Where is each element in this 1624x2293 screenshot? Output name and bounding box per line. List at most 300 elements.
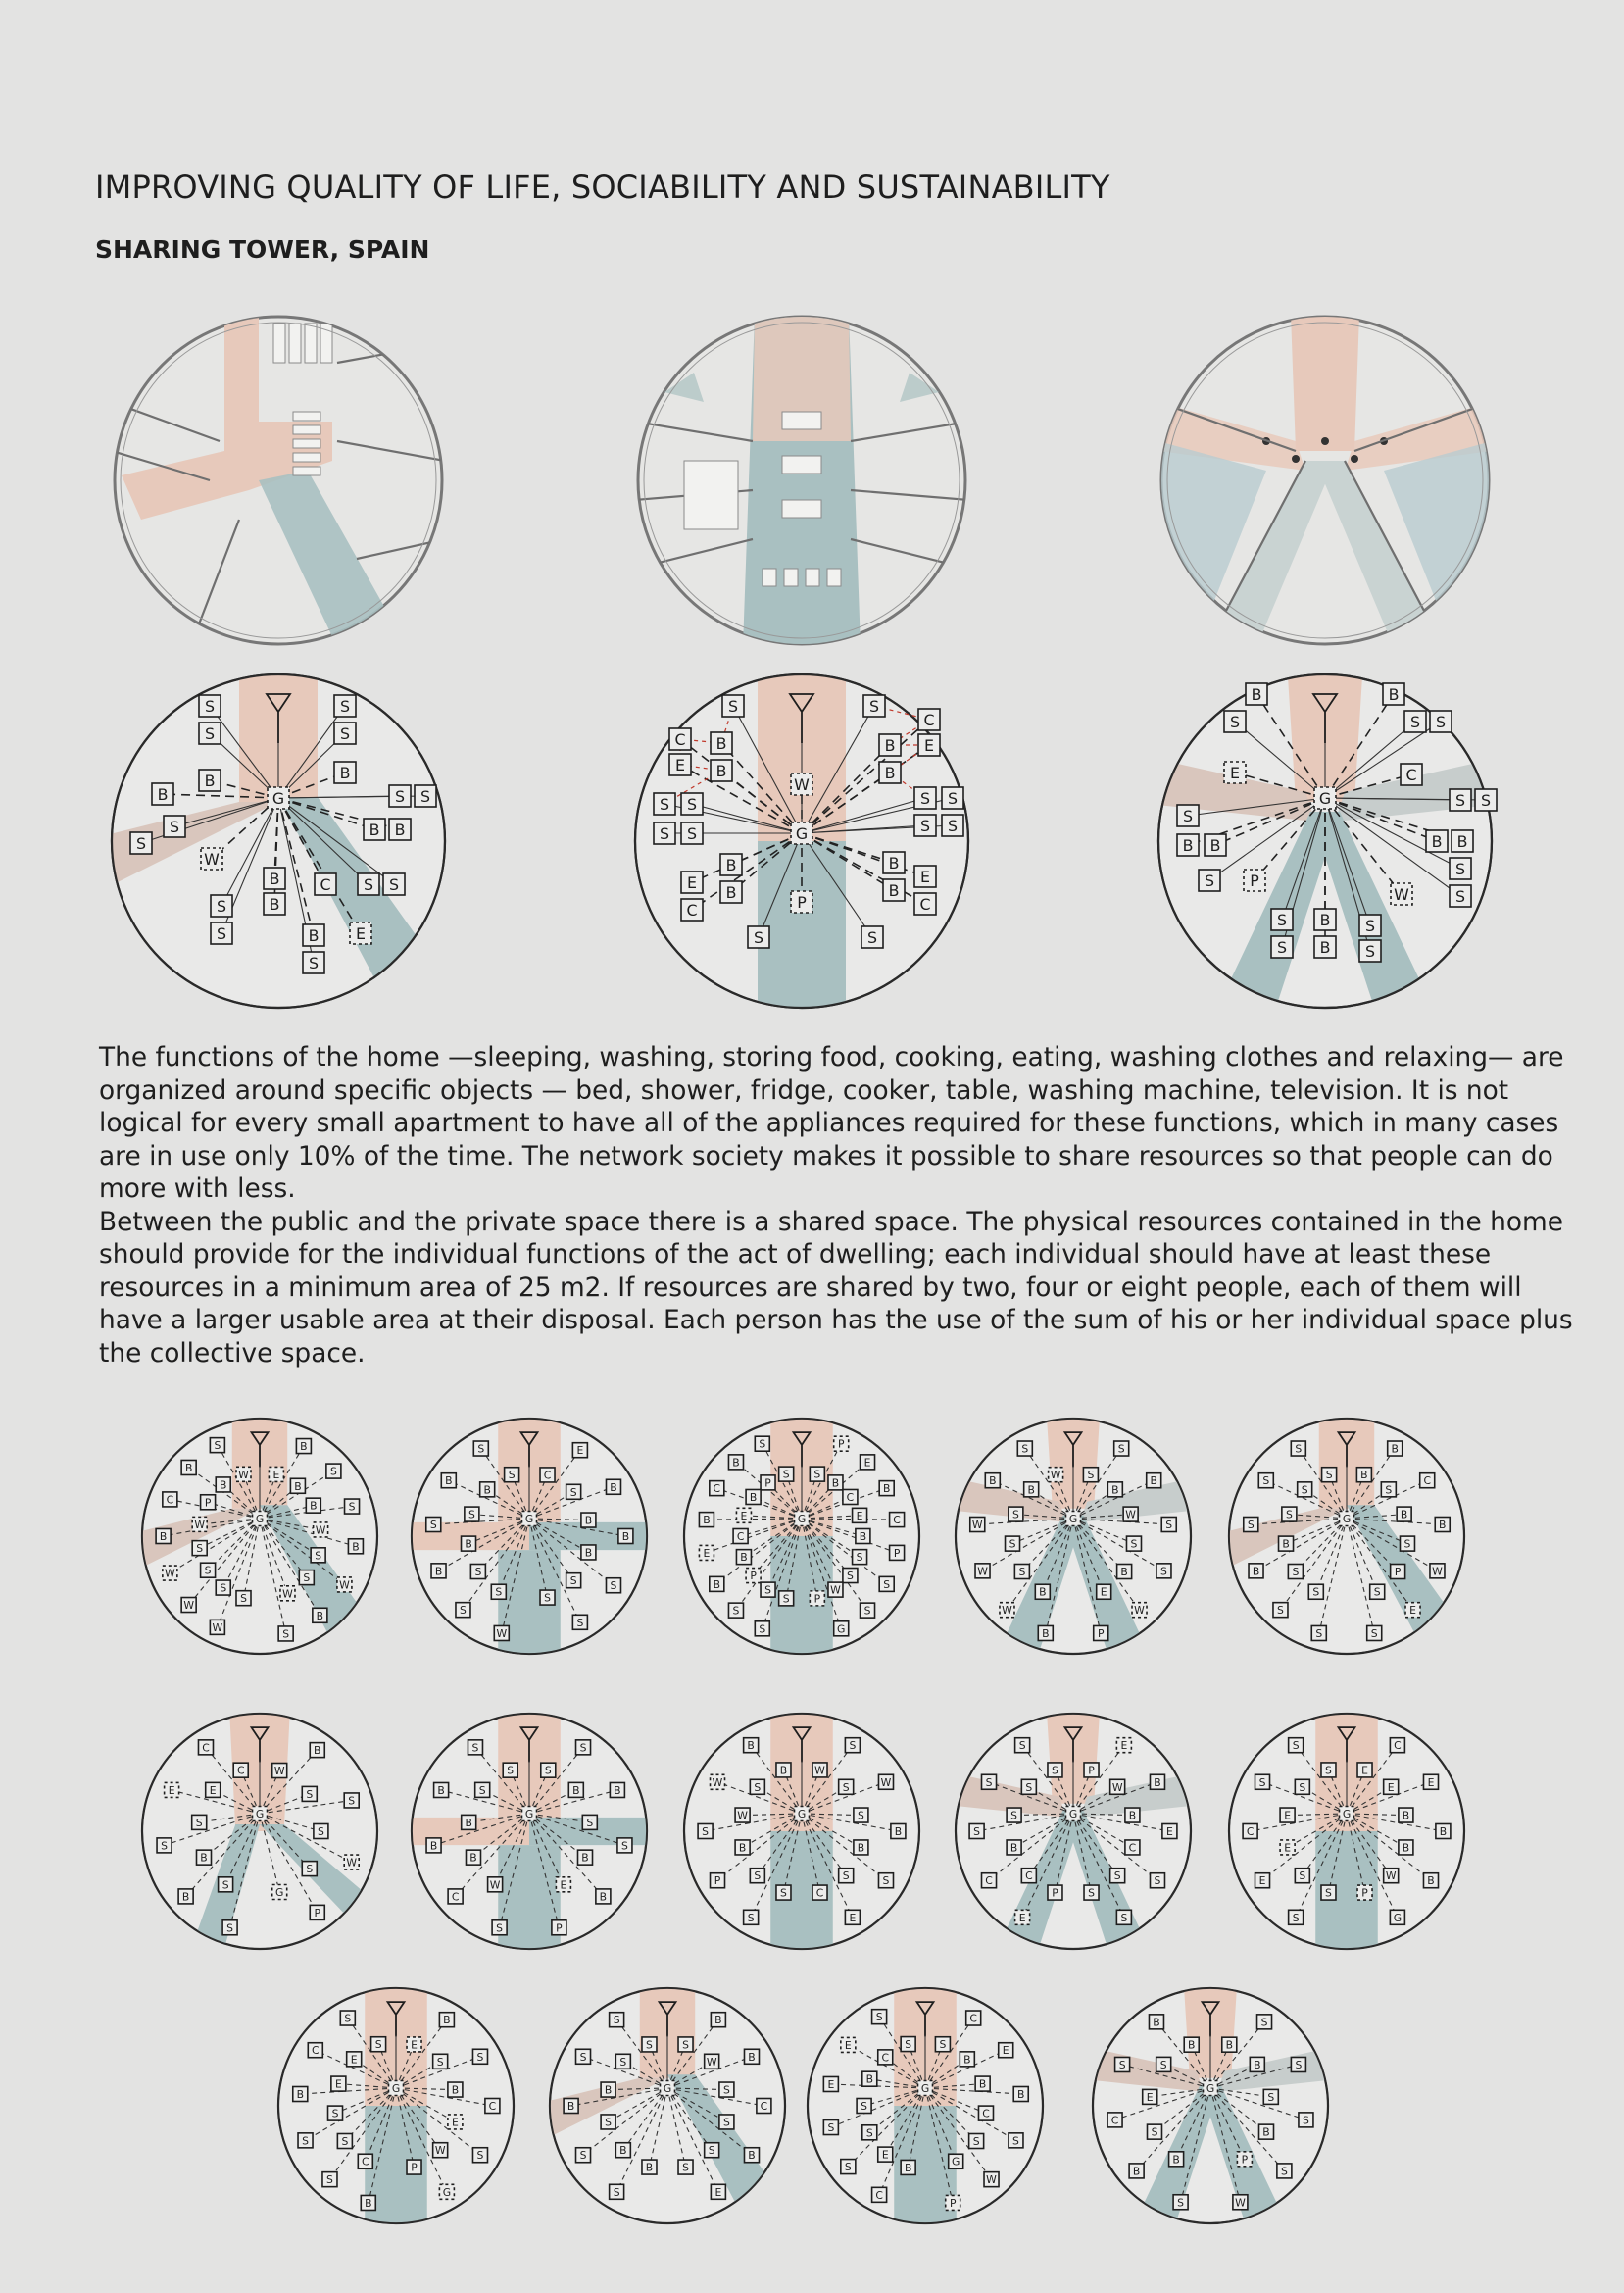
resource-node [681, 793, 703, 815]
resource-node [1035, 1584, 1050, 1599]
resource-node [1359, 940, 1381, 962]
resource-node [1066, 1807, 1081, 1821]
resource-node [1436, 1824, 1451, 1839]
svg-text:G: G [524, 1513, 534, 1525]
svg-text:E: E [881, 2148, 889, 2162]
resource-node [540, 1590, 555, 1605]
resource-node [310, 1743, 324, 1758]
resource-node [744, 1738, 759, 1753]
resource-node [984, 2172, 999, 2187]
resource-node [722, 695, 744, 717]
svg-text:B: B [882, 1482, 891, 1496]
resource-node [719, 2082, 734, 2097]
svg-text:W: W [346, 1856, 358, 1869]
resource-node [1340, 1807, 1354, 1821]
resource-node [431, 1564, 446, 1578]
resource-node [1132, 1603, 1147, 1618]
resource-node [949, 2154, 963, 2168]
svg-text:S: S [842, 1869, 850, 1883]
resource-node [389, 2081, 404, 2096]
svg-text:S: S [1229, 713, 1241, 731]
resource-node [1237, 2152, 1252, 2167]
resource-node [879, 734, 901, 756]
resource-node [364, 819, 385, 840]
resource-node [1322, 1468, 1337, 1482]
resource-node [475, 1782, 490, 1797]
svg-text:S: S [1280, 2165, 1288, 2178]
resource-node [201, 848, 222, 870]
resource-node [935, 2037, 950, 2052]
resource-node [466, 1850, 480, 1865]
svg-text:B: B [566, 2100, 575, 2113]
resource-node [348, 1539, 363, 1554]
resource-node [1450, 789, 1471, 811]
resource-node [711, 1873, 725, 1888]
resource-node [206, 1782, 221, 1797]
svg-text:C: C [674, 730, 686, 749]
svg-text:B: B [1388, 685, 1400, 704]
svg-text:W: W [183, 1599, 194, 1613]
resource-node [1013, 2087, 1028, 2102]
svg-text:B: B [1009, 1841, 1018, 1855]
resource-node [130, 832, 152, 854]
svg-text:S: S [827, 2121, 835, 2135]
resource-node [610, 2184, 624, 2199]
resource-node [1173, 2195, 1188, 2210]
resource-node [540, 1468, 555, 1482]
svg-text:B: B [715, 762, 727, 780]
svg-text:S: S [844, 2161, 852, 2174]
resource-node [415, 785, 436, 807]
resource-node [828, 1475, 843, 1490]
resource-node [1399, 1808, 1413, 1822]
svg-text:B: B [1402, 1809, 1410, 1822]
resource-node [1049, 1468, 1063, 1482]
svg-text:S: S [868, 697, 880, 716]
resource-node [810, 1467, 824, 1481]
resource-node [736, 1508, 751, 1522]
svg-text:E: E [411, 2038, 418, 2052]
resource-node [290, 1478, 305, 1493]
svg-text:S: S [1277, 1604, 1284, 1618]
resource-node [615, 2054, 630, 2069]
svg-text:S: S [754, 1780, 762, 1794]
resource-node [1280, 1840, 1295, 1855]
svg-text:B: B [300, 1440, 308, 1454]
resource-node [572, 1615, 587, 1629]
resource-node [371, 2037, 386, 2052]
svg-text:E: E [1120, 1739, 1128, 1753]
svg-text:P: P [837, 1437, 845, 1451]
svg-text:B: B [604, 2083, 613, 2097]
resource-node [863, 695, 885, 717]
resource-node [841, 2160, 856, 2174]
resource-node [178, 1889, 193, 1904]
resource-node [654, 822, 675, 844]
svg-text:W: W [489, 1878, 501, 1892]
resource-node [1205, 834, 1226, 856]
resource-node [761, 1475, 775, 1490]
svg-text:P: P [949, 2196, 957, 2210]
resource-node [823, 2120, 838, 2135]
svg-text:E: E [1427, 1775, 1435, 1789]
svg-text:S: S [753, 928, 764, 947]
resource-node [1110, 1869, 1125, 1883]
resource-node [572, 1443, 587, 1458]
resource-node [314, 1824, 328, 1839]
svg-text:S: S [204, 724, 216, 743]
resource-node [914, 866, 936, 887]
svg-text:S: S [1276, 938, 1288, 957]
svg-text:S: S [659, 795, 670, 814]
svg-text:S: S [544, 1764, 552, 1777]
resource-node [210, 1438, 224, 1453]
resource-node [581, 1545, 596, 1560]
svg-text:S: S [1247, 1519, 1255, 1532]
svg-text:S: S [861, 2100, 868, 2113]
resource-node [1321, 1763, 1336, 1777]
svg-text:S: S [348, 1500, 356, 1514]
svg-text:P: P [764, 1476, 771, 1490]
svg-text:S: S [1325, 1886, 1332, 1900]
svg-text:W: W [814, 1764, 825, 1777]
floor-plan [112, 314, 445, 647]
svg-text:B: B [1282, 1537, 1290, 1551]
svg-text:B: B [831, 1476, 840, 1490]
svg-text:C: C [1025, 1869, 1033, 1883]
resource-node [340, 2011, 355, 2025]
resource-node [1015, 1910, 1030, 1924]
resource-node [280, 1586, 295, 1601]
svg-text:S: S [875, 2011, 883, 2024]
body-paragraph-1: The functions of the home —sleeping, washing, storing food, cooking, eating, washing clothes and relaxing— are organized around specific objects — bed, shower, fridge, cooker, table, washing machine, television. It is not logical for every small apartment to have all of the appliances required for these functions, which in many cases are in use only 10% of the time. The network society makes it possible to share resources so that people can do more with less. [99, 1042, 1564, 1204]
resource-node [1169, 2152, 1184, 2167]
svg-text:B: B [296, 2088, 304, 2102]
svg-text:B: B [1319, 938, 1331, 957]
svg-text:C: C [713, 1482, 721, 1496]
floor-plan [1158, 314, 1492, 647]
resource-node [1450, 858, 1471, 879]
resource-node [744, 1910, 759, 1924]
svg-text:C: C [202, 1741, 210, 1755]
south-corridor [498, 1550, 561, 1674]
resource-node [845, 1738, 860, 1753]
svg-text:B: B [619, 2144, 627, 2158]
resource-node [1249, 1564, 1263, 1578]
resource-node [1475, 789, 1497, 811]
resource-node [711, 760, 732, 781]
svg-text:S: S [621, 1839, 628, 1853]
network-diagram-small [684, 1693, 919, 1969]
svg-text:C: C [236, 1764, 245, 1777]
svg-text:S: S [1301, 1483, 1308, 1497]
svg-text:S: S [306, 1863, 314, 1876]
resource-node [1340, 1512, 1354, 1526]
resource-node [198, 1740, 213, 1755]
svg-text:B: B [1254, 2058, 1261, 2071]
svg-text:S: S [306, 1787, 314, 1801]
svg-text:B: B [1132, 2165, 1141, 2178]
resource-node [470, 1565, 485, 1579]
resource-node [1277, 2164, 1292, 2178]
svg-text:S: S [1325, 1469, 1333, 1482]
resource-node [1129, 2164, 1144, 2178]
resource-node [439, 2013, 454, 2027]
svg-text:G: G [837, 1622, 846, 1636]
svg-text:B: B [1209, 836, 1221, 855]
resource-node [1390, 1738, 1404, 1753]
svg-text:C: C [923, 711, 935, 729]
svg-text:S: S [1480, 791, 1492, 810]
svg-text:S: S [1165, 1519, 1173, 1532]
resource-node [164, 816, 185, 837]
svg-text:B: B [159, 1530, 168, 1543]
svg-text:B: B [884, 764, 896, 782]
svg-text:E: E [856, 1509, 863, 1522]
resource-node [1250, 2057, 1264, 2071]
svg-text:B: B [888, 881, 900, 900]
resource-node [315, 873, 336, 895]
resource-node [1116, 1738, 1131, 1753]
svg-text:B: B [184, 1461, 193, 1474]
svg-text:G: G [391, 2082, 401, 2095]
svg-text:S: S [1299, 1869, 1306, 1883]
svg-text:P: P [204, 1496, 212, 1510]
resource-node [1243, 1824, 1257, 1839]
svg-text:P: P [750, 1570, 757, 1583]
resource-node [901, 2037, 915, 2052]
resource-node [163, 1492, 177, 1507]
resource-node [918, 734, 940, 756]
resource-node [216, 1477, 230, 1492]
svg-text:C: C [1405, 766, 1417, 784]
svg-text:W: W [238, 1468, 249, 1481]
resource-node [1367, 1625, 1382, 1640]
resource-node [791, 822, 812, 844]
svg-text:P: P [1250, 872, 1259, 890]
resource-node [1384, 1779, 1399, 1794]
resource-node [669, 754, 691, 775]
svg-text:S: S [722, 2083, 730, 2097]
svg-text:E: E [1361, 1764, 1368, 1777]
resource-node [834, 1621, 849, 1636]
network-diagram-small [391, 1693, 667, 1969]
svg-text:G: G [1068, 1513, 1078, 1525]
resource-node [872, 2187, 887, 2202]
svg-text:S: S [579, 2149, 587, 2163]
resource-node [491, 1584, 506, 1599]
resource-node [1110, 1779, 1125, 1794]
svg-text:S: S [226, 1921, 234, 1935]
svg-text:S: S [1160, 1565, 1167, 1578]
svg-text:S: S [1454, 887, 1466, 906]
svg-text:S: S [759, 1622, 766, 1636]
resource-node [552, 1920, 566, 1935]
svg-text:S: S [682, 2161, 689, 2174]
svg-text:S: S [429, 1519, 437, 1532]
resource-node [426, 1838, 441, 1853]
svg-text:W: W [1134, 1604, 1145, 1618]
svg-text:B: B [713, 1577, 721, 1591]
svg-text:B: B [748, 2050, 756, 2064]
network-diagram-large [1129, 645, 1521, 1037]
svg-text:S: S [221, 1878, 229, 1892]
svg-text:B: B [294, 1479, 302, 1493]
resource-node [181, 1460, 196, 1474]
svg-text:B: B [1128, 1809, 1137, 1822]
resource-node [1280, 1808, 1295, 1822]
resource-node [1450, 885, 1471, 907]
resource-node [278, 1626, 293, 1641]
resource-node [1271, 909, 1293, 930]
resource-node [1123, 1507, 1138, 1521]
resource-node [966, 2011, 981, 2025]
resource-node [253, 1512, 268, 1526]
svg-text:S: S [919, 789, 931, 808]
svg-text:C: C [1246, 1825, 1255, 1838]
svg-text:W: W [1125, 1508, 1136, 1521]
svg-text:B: B [714, 2014, 722, 2027]
resource-node [1204, 2081, 1218, 2096]
network-diagram-large [82, 645, 474, 1037]
resource-node [861, 926, 883, 948]
svg-text:B: B [310, 1499, 318, 1513]
svg-text:S: S [1011, 1508, 1019, 1521]
resource-node [779, 1467, 794, 1481]
resource-node [711, 732, 732, 754]
resource-node [823, 2076, 838, 2091]
resource-node [891, 1824, 906, 1839]
resource-node [1244, 1518, 1258, 1532]
resource-node [433, 2143, 448, 2158]
resource-node [322, 2172, 337, 2187]
resource-node [181, 1598, 196, 1613]
network-diagram-small [391, 1398, 667, 1674]
resource-node [1126, 1536, 1141, 1551]
resource-node [1233, 2195, 1248, 2210]
resource-node [1147, 2124, 1161, 2139]
resource-node [407, 2160, 421, 2174]
svg-text:P: P [314, 1906, 321, 1919]
svg-text:P: P [813, 1592, 821, 1606]
svg-text:S: S [220, 1581, 227, 1595]
svg-text:B: B [220, 1478, 227, 1492]
svg-text:W: W [971, 1519, 983, 1532]
svg-text:E: E [350, 2053, 358, 2067]
resource-node [914, 893, 936, 915]
resource-node [156, 1529, 171, 1544]
svg-text:B: B [1400, 1508, 1408, 1521]
svg-text:E: E [1100, 1585, 1107, 1599]
svg-text:W: W [1432, 1565, 1443, 1578]
svg-text:B: B [732, 1456, 740, 1470]
svg-text:B: B [884, 736, 896, 755]
svg-text:B: B [469, 1851, 477, 1865]
svg-text:C: C [1128, 1841, 1137, 1855]
svg-text:S: S [586, 1816, 594, 1829]
resource-node [383, 873, 405, 895]
svg-text:G: G [920, 2082, 930, 2095]
resource-node [1435, 1518, 1450, 1532]
svg-text:S: S [813, 1468, 821, 1481]
svg-text:B: B [1153, 2016, 1160, 2029]
svg-text:G: G [952, 2155, 960, 2168]
resource-node [879, 1576, 894, 1591]
resource-node [1156, 2057, 1171, 2071]
svg-text:E: E [334, 2077, 342, 2091]
resource-node [1359, 915, 1381, 936]
resource-node [1114, 1441, 1129, 1456]
svg-text:S: S [919, 817, 931, 835]
resource-node [1289, 1738, 1304, 1753]
resource-node [350, 922, 371, 944]
svg-text:S: S [1260, 2016, 1268, 2029]
resource-node [1370, 1584, 1385, 1599]
svg-text:P: P [797, 893, 807, 912]
resource-node [253, 1807, 268, 1821]
svg-text:W: W [434, 2144, 446, 2158]
svg-text:B: B [904, 2161, 912, 2174]
svg-text:B: B [1391, 1442, 1399, 1456]
svg-text:G: G [795, 824, 809, 843]
svg-text:S: S [476, 2149, 484, 2163]
svg-text:S: S [1113, 1869, 1121, 1883]
svg-text:B: B [610, 1480, 617, 1494]
resource-node [308, 2043, 322, 2058]
resource-node [1084, 1885, 1099, 1900]
svg-text:E: E [686, 873, 698, 892]
svg-text:S: S [576, 1616, 584, 1629]
svg-text:B: B [1017, 2088, 1025, 2102]
resource-node [302, 1862, 317, 1876]
svg-text:S: S [363, 875, 374, 894]
svg-text:S: S [1312, 1585, 1320, 1599]
resource-node [969, 1824, 984, 1839]
resource-node [210, 1620, 224, 1634]
resource-node [1384, 1869, 1399, 1883]
svg-text:B: B [1150, 1474, 1157, 1488]
svg-text:P: P [1052, 1886, 1058, 1900]
svg-text:B: B [1042, 1626, 1050, 1640]
svg-text:C: C [488, 2100, 497, 2113]
svg-text:S: S [1130, 1537, 1138, 1551]
resource-node [358, 2154, 372, 2168]
svg-text:C: C [686, 901, 698, 920]
svg-text:C: C [919, 895, 931, 914]
svg-text:B: B [1039, 1585, 1047, 1599]
resource-node [1009, 1507, 1023, 1521]
svg-text:S: S [780, 1886, 787, 1900]
resource-node [901, 2160, 915, 2174]
svg-text:B: B [437, 1783, 445, 1797]
svg-text:B: B [1439, 1825, 1448, 1838]
resource-node [1405, 1603, 1420, 1618]
svg-text:W: W [194, 1518, 206, 1531]
resource-node [883, 879, 905, 901]
resource-node [472, 2049, 487, 2064]
resource-node [582, 1815, 597, 1829]
svg-text:S: S [315, 1549, 322, 1563]
resource-node [985, 1473, 1000, 1488]
svg-text:S: S [686, 824, 698, 843]
svg-text:B: B [314, 1744, 321, 1758]
resource-node [566, 1484, 581, 1499]
svg-text:G: G [1342, 1513, 1352, 1525]
resource-node [1356, 1468, 1371, 1482]
svg-text:S: S [1364, 942, 1376, 961]
svg-text:B: B [483, 1483, 491, 1497]
resource-node [165, 1782, 179, 1797]
